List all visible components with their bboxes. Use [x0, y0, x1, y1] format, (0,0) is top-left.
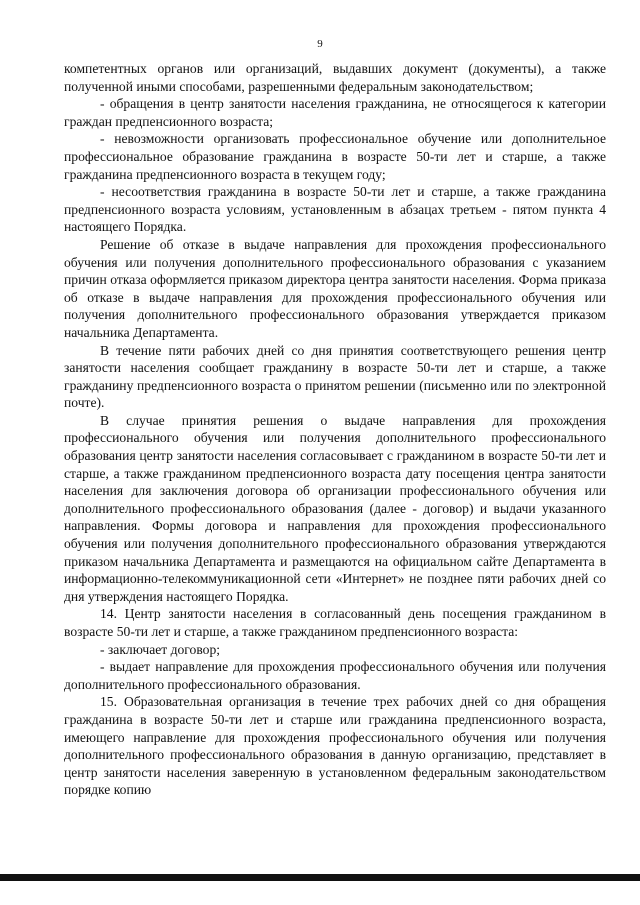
document-body [64, 60, 606, 799]
bottom-scan-border [0, 874, 640, 881]
list-item-not-preretirement: - обращения в центр занятости населения гражданина, не относящегося к категории граждан предпенсионного возраста; [64, 96, 606, 129]
paragraph-issue-decision: В случае принятия решения о выдаче направления для прохождения профессионального обучения или получения дополнительного профессионального образования центр занятости населения согласовывает с гражданином в возрасте 50-ти лет и старше, а также гражданином предпенсионного возраста дату посещения центра занятости населения для заключения договора об организации профессионального обучения или дополнительного профессионального образования (далее - договор) и выдачи указанного направления. Формы договора и направления для прохождения профессионального обучения или получения дополнительного профессионального образования утверждаются приказом начальника Департамента и размещаются на официальном сайте Департамента в информационно-телекоммуникационной сети «Интернет» не позднее пяти рабочих дней со дня утверждения настоящего Порядка. [64, 412, 606, 604]
list-item-contract: - заключает договор; [100, 641, 221, 657]
paragraph-item-15: 15. Образовательная организация в течение трех рабочих дней со дня обращения гражданина в возрасте 50-ти лет и старше или гражданина предпенсионного возраста, имеющего направление для прохождения профессионального обучения или получения дополнительного профессионального образования в данную организацию, представляет в центр занятости населения заверенную в установленном федеральным законодательством порядке копию [64, 694, 606, 798]
page-number: 9 [317, 38, 323, 50]
list-item-referral: - выдает направление для прохождения профессионального обучения или получения дополнительного профессионального образования. [64, 659, 606, 692]
list-item-nonconformity: - несоответствия гражданина в возрасте 50-ти лет и старше, а также гражданина предпенсионного возраста условиям, установленным в абзацах третьем - пятом пункта 4 настоящего Порядка. [64, 184, 606, 235]
paragraph-continuation: компетентных органов или организаций, выдавших документ (документы), а также полученной иными способами, разрешенными федеральным законодательством; [64, 61, 606, 94]
paragraph-item-14: 14. Центр занятости населения в согласованный день посещения гражданином в возрасте 50-ти лет и старше, а также гражданином предпенсионного возраста: [64, 606, 606, 639]
list-item-impossible-training: - невозможности организовать профессиональное обучение или дополнительное профессиональное образование гражданина в возрасте 50-ти лет и старше, а также гражданина предпенсионного возраста в текущем году; [64, 131, 606, 182]
paragraph-notification: В течение пяти рабочих дней со дня принятия соответствующего решения центр занятости населения сообщает гражданину в возрасте 50-ти лет и старше, а также гражданину предпенсионного возраста о принятом решении (письменно или по электронной почте). [64, 342, 606, 411]
paragraph-refusal-decision: Решение об отказе в выдаче направления для прохождения профессионального обучения или получения дополнительного профессионального образования с указанием причин отказа оформляется приказом директора центра занятости населения. Форма приказа об отказе в выдаче направления для прохождения профессионального обучения или получения дополнительного профессионального образования утверждается приказом начальника Департамента. [64, 236, 606, 340]
